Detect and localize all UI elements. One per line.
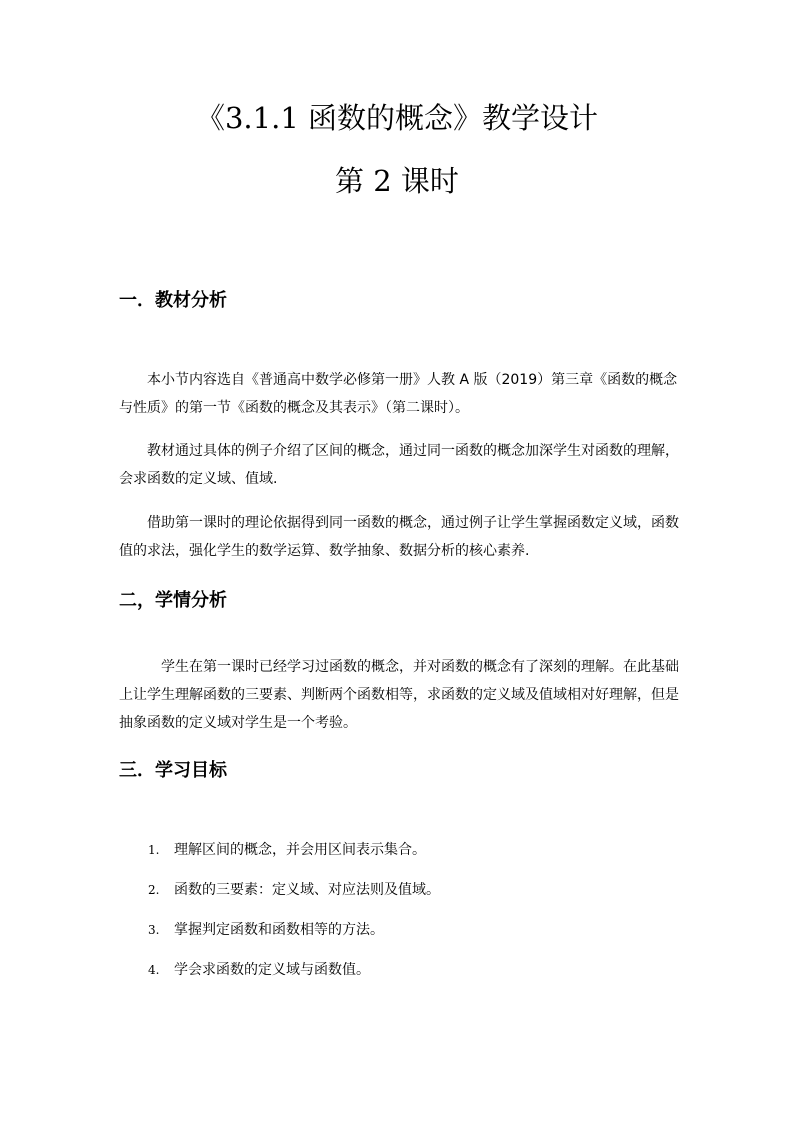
document-subtitle: 第 2 课时 <box>335 164 459 198</box>
section-heading-learning-objectives: 三．学习目标 <box>119 760 227 781</box>
section-heading-textbook-analysis: 一．教材分析 <box>119 290 227 311</box>
paragraph: 本小节内容选自《普通高中数学必修第一册》人教 A 版（2019）第三章《函数的概念与性质》的第一节《函数的概念及其表示》（第二课时）。 <box>119 372 678 416</box>
document-title: 《3.1.1 函数的概念》教学设计 <box>195 101 598 135</box>
list-item-text: 理解区间的概念，并会用区间表示集合。 <box>174 842 426 858</box>
list-item-number: 1. <box>148 843 160 857</box>
list-item-text: 掌握判定函数和函数相等的方法。 <box>174 922 384 938</box>
list-item <box>148 880 440 900</box>
list-item <box>148 840 426 860</box>
list-item <box>148 920 384 940</box>
list-item-number: 4. <box>148 963 160 977</box>
paragraph: 学生在第一课时已经学习过函数的概念，并对函数的概念有了深刻的理解。在此基础上让学生理解函数的三要素、判断两个函数相等，求函数的定义域及值域相对好理解，但是抽象函数的定义域对学生是一个考验。 <box>119 659 679 731</box>
list-item-number: 2. <box>148 883 160 897</box>
paragraph: 教材通过具体的例子介绍了区间的概念，通过同一函数的概念加深学生对函数的理解，会求函数的定义域、值域. <box>119 443 679 487</box>
list-item-text: 函数的三要素：定义域、对应法则及值域。 <box>174 882 440 898</box>
list-item-text: 学会求函数的定义域与函数值。 <box>174 962 370 978</box>
section-heading-student-analysis: 二，学情分析 <box>119 590 227 611</box>
list-item <box>148 960 370 980</box>
list-item-number: 3. <box>148 923 160 937</box>
paragraph: 借助第一课时的理论依据得到同一函数的概念，通过例子让学生掌握函数定义域，函数值的求法，强化学生的数学运算、数学抽象、数据分析的核心素养. <box>119 515 679 559</box>
